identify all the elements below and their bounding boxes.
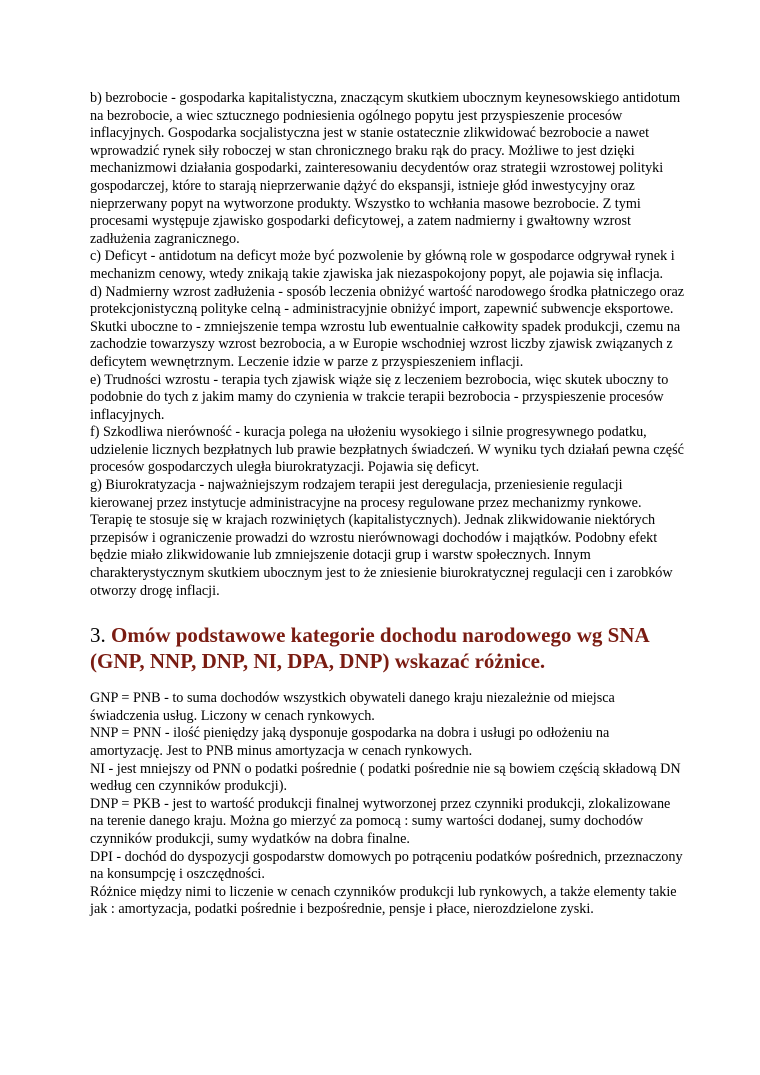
paragraph-d-debt: d) Nadmierny wzrost zadłużenia - sposób leczenia obniżyć wartość narodowego środka płatniczego oraz protekcjonistyczną polityke celną - administracyjnie obniżyć import, zapewnić subwencje eksportowe. Skutki uboczne to - zmniejszenie tempa wzrostu lub ewentualnie całkowity spadek produkcji, czemu na zachodzie towarzyszy wzrost bezrobocia, a w Europie wschodniej wzrost liczby zjawisk związanych z deficytem wewnętrznym. Leczenie idzie w parze z przyspieszeniem inflacji. <box>90 283 685 370</box>
heading-number: 3. <box>90 623 106 648</box>
paragraph-e-growth: e) Trudności wzrostu - terapia tych zjawisk wiąże się z leczeniem bezrobocia, więc skutek uboczny to podobnie do tych z jakim mamy do czynienia w trakcie terapii bezrobocia - przyspieszenie procesów inflacyjnych. <box>90 371 669 423</box>
paragraph-dpi: DPI - dochód do dyspozycji gospodarstw domowych po potrąceniu podatków pośrednich, przeznaczony na konsumpcję i oszczędności. <box>90 848 683 883</box>
paragraph-ni: NI - jest mniejszy od PNN o podatki pośrednie ( podatki pośrednie nie są bowiem częścią składową DN według cen czynników produkcji). <box>90 760 681 795</box>
paragraph-differences: Różnice między nimi to liczenie w cenach czynników produkcji lub rynkowych, a także elementy takie jak : amortyzacja, podatki pośrednie i bezpośrednie, pensje i płace, nierozdzielone zyski. <box>90 883 677 918</box>
section-therapies <box>90 90 685 600</box>
paragraph-dnp: DNP = PKB - jest to wartość produkcji finalnej wytworzonej przez czynniki produkcji, zlokalizowane na terenie danego kraju. Można go mierzyć za pomocą : sumy wartości dodanej, sumy dochodów czynników produkcji, sumy wydatków na dobra finalne. <box>90 795 671 847</box>
paragraph-c-deficit: c) Deficyt - antidotum na deficyt może być pozwolenie by główną role w gospodarce odgrywał rynek i mechanizm cenowy, wtedy znikają takie zjawiska jak niezaspokojony popyt, ale pojawia się inflacja. <box>90 248 675 282</box>
section-heading <box>90 622 685 674</box>
document-page <box>90 90 685 919</box>
heading-text: Omów podstawowe kategorie dochodu narodowego wg SNA (GNP, NNP, DNP, NI, DPA, DNP) wskazać różnice. <box>90 623 649 674</box>
paragraph-b-unemployment: b) bezrobocie - gospodarka kapitalistyczna, znaczącym skutkiem ubocznym keynesowskiego antidotum na bezrobocie, a wiec sztucznego podniesienia ogólnego popytu jest przyspieszenie procesów inflacyjnych. Gospodarka socjalistyczna jest w stanie ostatecznie zlikwidować bezrobocie a nawet wprowadzić rynek siły roboczej w stan chronicznego braku rąk do pracy. Możliwe to jest dzięki mechanizmowi działania gospodarki, zainteresowaniu decydentów oraz strategii wzrostowej polityki gospodarczej, które to starają nieprzerwanie dążyć do ekspansji, istnieje głód inwestycyjny oraz nieprzerwany popyt na wytworzone produkty. Wszystko to wchłania masowe bezrobocie. Z tymi procesami występuje zjawisko gospodarki deficytowej, a zatem nadmierny i gwałtowny wzrost zadłużenia zagranicznego. <box>90 90 681 247</box>
paragraph-g-bureaucracy: g) Biurokratyzacja - najważniejszym rodzajem terapii jest deregulacja, przeniesienie regulacji kierowanej przez instytucje administracyjne na procesy regulowane przez mechanizmy rynkowe. Terapię te stosuje się w krajach rozwiniętych (kapitalistycznych). Jednak zlikwidowanie niektórych przepisów i ograniczenie prowadzi do wzrostu nierównowagi dochodów i majątków. Podobny efekt będzie miało zlikwidowanie lub zmniejszenie dotacji grup i warstw społecznych. Innym charakterystycznym skutkiem ubocznym jest to że zniesienie biurokratycznej regulacji cen i zarobków otworzy drogę inflacji. <box>90 477 673 599</box>
paragraph-nnp: NNP = PNN - ilość pieniędzy jaką dysponuje gospodarka na dobra i usługi po odłożeniu na amortyzację. Jest to PNB minus amortyzacja w cenach rynkowych. <box>90 725 610 759</box>
paragraph-f-inequality: f) Szkodliwa nierówność - kuracja polega na ułożeniu wysokiego i silnie progresywnego podatku, udzielenie licznych bezpłatnych lub prawie bezpłatnych świadczeń. W wyniku tych działań pewna część procesów gospodarczych uległa biurokratyzacji. Pojawia się deficyt. <box>90 424 684 476</box>
paragraph-gnp: GNP = PNB - to suma dochodów wszystkich obywateli danego kraju niezależnie od miejsca świadczenia usług. Liczony w cenach rynkowych. <box>90 690 615 724</box>
section-national-income <box>90 690 685 919</box>
